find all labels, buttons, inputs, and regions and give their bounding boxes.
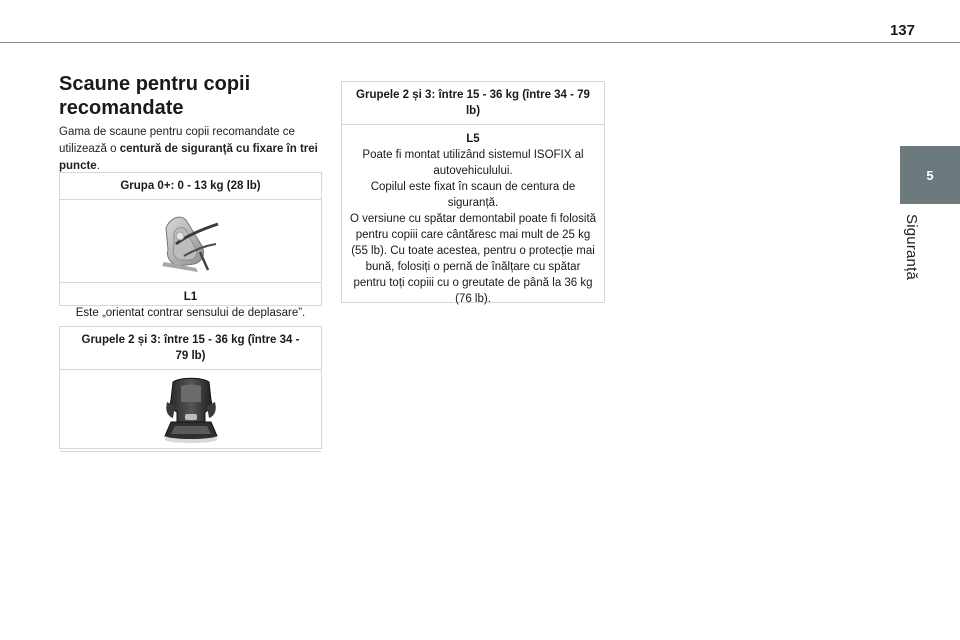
seat-card-body — [342, 125, 604, 313]
chapter-tab[interactable] — [900, 146, 960, 204]
seat-card-heading: Grupele 2 și 3: între 15 - 36 kg (între 34 - 79 lb) — [60, 327, 321, 370]
seat-image — [60, 200, 321, 283]
booster-seat-with-backrest-icon — [161, 376, 221, 446]
seat-description-line: Poate fi montat utilizând sistemul ISOFIX al autovehiculului. — [362, 149, 584, 177]
intro-text-end: . — [96, 160, 100, 172]
seat-description: Este „orientat contrar sensului de deplasare”. — [75, 307, 306, 319]
header-rule — [0, 42, 960, 43]
seat-card-group23-image — [59, 326, 322, 449]
rear-facing-child-seat-icon — [156, 206, 226, 276]
seat-card-body — [60, 283, 321, 327]
seat-card-group23-text — [341, 81, 605, 303]
chapter-name: Siguranță — [903, 214, 920, 281]
intro-bold-text: centură de siguranţă cu fixare în trei puncte — [59, 143, 318, 172]
seat-image — [60, 370, 321, 452]
seat-card-heading: Grupele 2 și 3: între 15 - 36 kg (între 34 - 79 lb) — [342, 82, 604, 125]
intro-paragraph — [59, 124, 321, 175]
chapter-number: 5 — [926, 167, 934, 183]
intro-text: Gama de scaune pentru copii recomandate ce utilizează o — [59, 126, 295, 155]
page-number: 137 — [889, 22, 915, 39]
seat-card-group0 — [59, 172, 322, 319]
seat-code: L1 — [183, 291, 198, 303]
seat-code: L5 — [466, 133, 480, 145]
seat-description-line: O versiune cu spătar demontabil poate fi folosită pentru copiii care cântăresc mai mult de 25 kg (55 lb). Cu toate acestea, pentru o protecție mai bună, folosiți o pernă de înălțare cu spătar pentru toți copiii cu o greutate de până la 36 kg (76 lb). — [349, 213, 597, 305]
seat-description-line: Copilul este fixat în scaun de centura de siguranță. — [370, 181, 576, 209]
page-title: Scaune pentru copii recomandate — [59, 73, 251, 119]
seat-card-heading: Grupa 0+: 0 - 13 kg (28 lb) — [60, 173, 321, 200]
